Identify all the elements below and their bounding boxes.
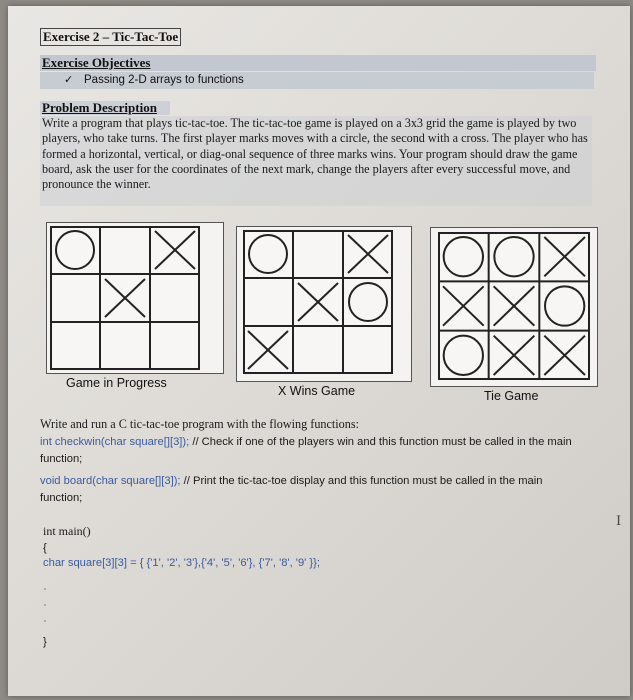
problem-heading: Problem Description <box>40 101 170 115</box>
text-cursor-icon: I <box>616 514 622 529</box>
checkwin-signature: int checkwin(char square[][3]); <box>40 436 190 448</box>
empty-line-marker <box>44 604 46 606</box>
board-tie-game <box>438 232 590 380</box>
code-open-brace: { <box>43 542 47 554</box>
instructions-intro: Write and run a C tic-tac-toe program with the flowing functions: <box>40 417 359 431</box>
code-main-signature: int main() <box>43 524 91 538</box>
problem-description: Write a program that plays tic-tac-toe. The tic-tac-toe game is played on a 3x3 grid the game is played by two players, who take turns. The first player marks moves with a circle, the second with a cross. The player who has formed a horizontal, vertical, or diag-onal sequence of three marks wins. Your program should draw the game board, ask the user for the coordinates of the next mark, change the players after every successful move, and pronounce the winner. <box>40 116 592 206</box>
instruction-checkwin <box>40 433 580 467</box>
objectives-heading: Exercise Objectives <box>40 55 596 71</box>
objective-item <box>40 72 594 89</box>
caption-game-in-progress: Game in Progress <box>66 376 167 390</box>
empty-line-marker <box>44 588 46 590</box>
board-game-in-progress <box>50 226 200 370</box>
board-comment: // Print the tic-tac-toe display and this function must be called in the main function; <box>40 475 543 504</box>
exercise-title: Exercise 2 – Tic-Tac-Toe <box>40 28 181 46</box>
code-square-declaration: char square[3][3] = { {'1', '2', '3'},{'4', '5', '6'}, {'7', '8', '9' }}; <box>43 557 320 569</box>
board-x-wins <box>243 230 393 374</box>
instruction-board <box>40 472 580 506</box>
empty-line-marker <box>44 620 46 622</box>
board-signature: void board(char square[][3]); <box>40 475 181 487</box>
code-close-brace: } <box>43 636 47 648</box>
checkwin-comment: // Check if one of the players win and this function must be called in the main function; <box>40 436 572 465</box>
caption-x-wins: X Wins Game <box>278 384 356 398</box>
objective-text: Passing 2-D arrays to functions <box>84 74 244 86</box>
checkmark-icon: ✓ <box>64 74 74 86</box>
caption-tie-game: Tie Game <box>484 389 539 403</box>
